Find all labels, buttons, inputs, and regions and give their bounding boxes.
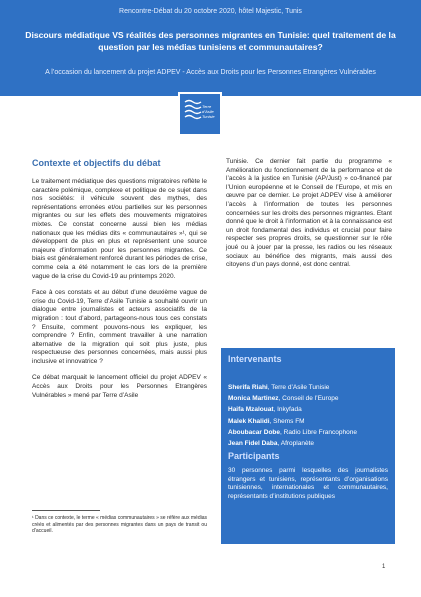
speakers-heading: Intervenants: [228, 354, 282, 364]
waves-logo-icon: [184, 98, 202, 122]
speaker-item: [228, 416, 388, 427]
speakers-list: [228, 382, 388, 449]
speaker-item: [228, 438, 388, 449]
paragraph: Le traitement médiatique des questions migratoires reflète le caractère polémique, complexe et politique de ce sujet dans nos sociétés: il véhicule souvent des mythes, des représentations erronées et/ou partielles sur les personnes migrantes ou sur les effets des mouvements migratoires mixtes. Ce constat concerne aussi bien les médias nationaux que les médias dits « communautaires »¹, qui se développent de plus en plus et représentent une source majeure d’information pour les personnes migrantes. Ce biais est généralement renforcé durant les périodes de crise, comme cela a été notamment le cas lors de la première vague de la crise du Covid-19 au printemps 2020.: [32, 178, 207, 280]
paragraph: Ce débat marquait le lancement officiel du projet ADPEV « Accès aux Droits pour les Personnes Etrangères Vulnérables » mené par Terre d’Asile: [32, 374, 207, 399]
participants-heading: Participants: [228, 451, 280, 461]
page-number: 1: [382, 564, 386, 570]
speaker-item: [228, 427, 388, 438]
speaker-org: , Conseil de l’Europe: [278, 395, 339, 403]
speaker-name: Haifa Mzalouat: [228, 406, 274, 414]
footnote-divider: [32, 510, 100, 511]
speaker-org: , Shems FM: [269, 417, 305, 425]
document-subtitle: A l’occasion du lancement du projet ADPEV - Accès aux Droits pour les Personnes Etrangères Vulnérables: [45, 69, 376, 76]
speaker-org: , Inkyfada: [273, 406, 302, 414]
speaker-org: , Terre d’Asile Tunisie: [267, 384, 330, 391]
info-panel: [221, 348, 395, 544]
speaker-name: Aboubacar Dobe: [228, 428, 281, 436]
terre-dasile-logo: [178, 92, 222, 136]
speaker-org: , Afroplanète: [277, 440, 314, 448]
paragraph: Face à ces constats et au début d’une deuxième vague de crise du Covid-19, Terre d’Asile Tunisie a souhaité ouvrir un dialogue entre journalistes et acteurs associatifs de la migration : tout d’abord, partageons-nous tous ces constats ? Ensuite, comment pouvons-nous les expliquer, les comprendre ? Enfin, comment travailler à une narration alternative de la migration qui soit plus juste, plus respectueuse des personnes concernées, mais aussi plus inclusive et innovatrice ?: [32, 289, 207, 365]
speaker-name: Monica Martinez: [228, 395, 279, 403]
document-title: Discours médiatique VS réalités des personnes migrantes en Tunisie: quel traitement de la question par les médias tunisiens et communautaires?: [25, 30, 396, 52]
speaker-org: , Radio Libre Francophone: [280, 428, 357, 436]
footnote: ¹ Dans ce contexte, le terme « médias communautaires » se réfère aux médias créés et alimentés par des personnes migrantes dans un pays de transit ou d’accueil.: [32, 515, 207, 535]
paragraph: Tunisie. Ce dernier fait partie du programme « Amélioration du fonctionnement de la performance et de l’accès à la justice en Tunisie (AP/Just) » co-financé par l’Union européenne et le Conseil de l’Europe, et mis en œuvre par ce dernier. Le projet ADPEV vise à améliorer l’accès à l’information de toutes les personnes concernées sur les droits des personnes migrantes. Etant donné que le droit à l’information et à la connaissance est un droit fondamental des individus et crucial pour faire respecter ses propres droits, se questionner sur le rôle joué ou à jouer par la presse, les radios ou les réseaux sociaux au bénéfice des migrants, mais aussi des citoyens d’un pays donné, est donc central.: [226, 158, 392, 269]
logo-text: Terre d’Asile Tunisie: [202, 104, 215, 119]
speaker-item: [228, 393, 388, 404]
header-banner: [0, 0, 421, 96]
event-line: Rencontre-Débat du 20 octobre 2020, hôtel Majestic, Tunis: [119, 8, 302, 15]
participants-text: 30 personnes parmi lesquelles des journalistes étrangers et tunisiens, représentants d’organisations tunisiennes, internationales et communautaires, représentants d’institutions publiques: [228, 467, 388, 500]
speaker-name: Jean Fidel Daba: [228, 440, 278, 448]
left-column: [32, 158, 207, 408]
right-column: [226, 158, 392, 278]
section-title-context: Contexte et objectifs du débat: [32, 158, 161, 168]
speaker-item: [228, 404, 388, 415]
speaker-name: Sherifa Riahi: [228, 384, 268, 391]
speaker-item: [228, 382, 388, 393]
speaker-name: Malek Khalidi: [228, 417, 270, 425]
